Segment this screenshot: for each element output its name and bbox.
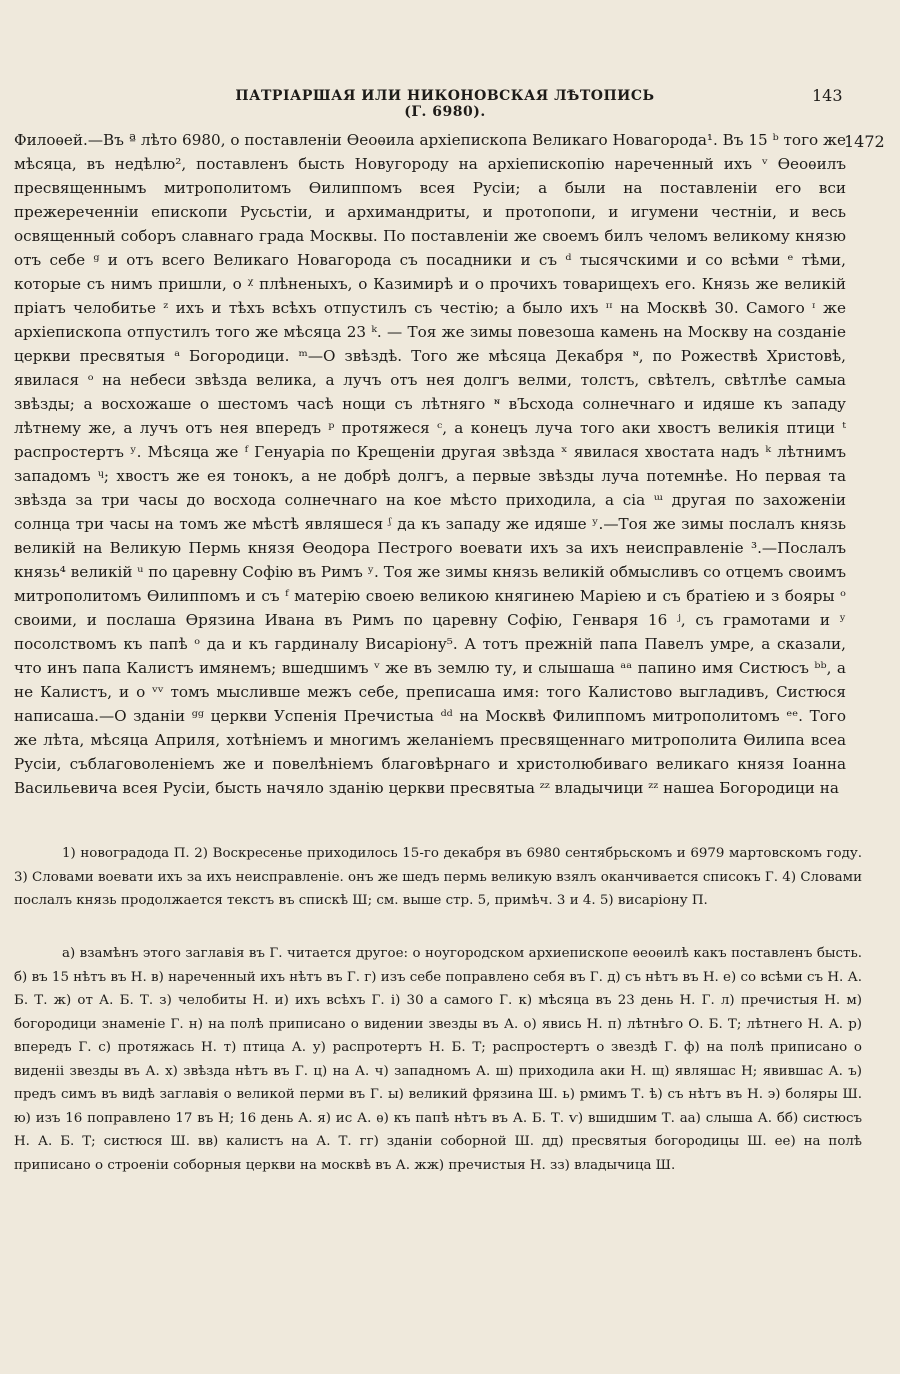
margin-year: 1472 — [844, 132, 885, 151]
main-paragraph: Филоѳей.—Въ ª лѣто 6980, о поставленіи Ѳеоѳила архіепископа Великаго Новагорода¹. Въ 15 ᵇ того же мѣсяца, въ недѣлю², поставленъ бысть Новугороду на архіепископію нареченный ихъ ᵛ Ѳеоѳилъ пресвященнымъ митрополитомъ Ѳилиппомъ всея Русіи; а были на поставленіи его вси прежереченнiи епископи Русьстіи, и архимандриты, и протопопи, и игумени честніи, и весь освященный соборъ славнагo града Москвы. По поставленіи же своемъ билъ челомъ великому князю отъ себе ᵍ и отъ всего Великаго Новагорода съ посадники и съ ᵈ тысячскими и со всѣми ᵉ тѣми, которые съ нимъ пришли, о ᵡ плѣненыхъ, о Казимирѣ и о прочихъ товарищехъ его. Князь же великій пріатъ челобитье ᶻ ихъ и тѣхъ всѣхъ отпустилъ съ честію; а было ихъ ᶦᶦ на Москвѣ 30. Самого ᶦ же архіепископа отпустилъ того же мѣсяца 23 ᵏ. — Тоя же зимы повезоша камень на Москву на созданіе церкви пресвятыя ᵃ Богородици. ᵐ—О звѣздѣ. Того же мѣсяца Декабря ᶰ, по Рожествѣ Христовѣ, явилася ᵒ на небеси звѣзда велика, а лучъ отъ нея долгъ велми, толстъ, свѣтелъ, свѣтлѣе самыа звѣзды; а восхожаше о шестомъ часѣ нощи съ лѣтняго ᶰ вЪсхода солнечнаго и идяше къ западу лѣтнему же, а лучъ отъ нея впередъ ᵖ протяжеся ᶜ, а конецъ луча того аки хвостъ великія птици ᵗ распростертъ ʸ. Мѣсяца же ᶠ Генуаріа по Крещеніи другая звѣзда ˣ явилася хвостата надъ ᵏ лѣтнимъ западомъ ᶣ; хвостъ же ея тонокъ, а не добрѣ долгъ, а первые звѣзды луча потемнѣе. Но первая та звѣзда за три часы до восхода солнечнаго на кое мѣсто приходила, а сіа ᵚ другая по захоженіи солнца три часы на томъ же мѣстѣ являшеся ᶴ да къ западу же идяше ʸ.—Тоя же зимы послалъ князь великій на Великую Пермь князя Ѳеодора Пестрого воевати ихъ за ихъ неисправленіе ³.—Послалъ князь⁴ великій ᵘ по царевну Софію въ Римъ ʸ. Тоя же зимы князь великій обмысливъ со отцемъ своимъ митрополитомъ Ѳилиппомъ и съ ᶠ матерію своею великою княгинею Маріею и съ братіею и з бояры ᵒ своими, и послаша Ѳрязина Ивана въ Римъ по царевну Софію, Генваря 16 ʲ, съ грамотами и ʸ посолствомъ къ папѣ ᵒ да и къ гардиналу Висаріону⁵. А тотъ прежній папа Павелъ умре, а сказали, что инъ папа Калистъ имянемъ; вшедшимъ ᵛ же въ землю ту, и слышаша ᵃᵃ папино имя Систюсъ ᵇᵇ, а не Калистъ, и о ᵛᵛ томъ мысливше межъ себе, преписаша имя: того Калистово выгладивъ, Систюся написаша.—О зданіи ᵍᵍ церкви Успенія Пречистыа ᵈᵈ на Москвѣ Филиппомъ митрополитомъ ᵉᵉ. Того же лѣта, мѣсяца Априля, хотѣніемъ и многимъ желаніемъ пресвященнаго митрополита Ѳилипа всеа Русіи, съблаговоленіемъ же и повелѣніемъ благовѣрнаго и христолюбиваго великаго князя Іоанна Васильевича всея Русіи, бысть начяло зданію церкви пресвятыа ᶻᶻ владычици ᶻᶻ нашеа Богородици на — [14, 131, 846, 797]
numbered-footnotes-text: 1) новоградода П. 2) Воскресенье приходилось 15-го декабря въ 6980 сентябрьскомъ и 6979 мартовскомъ году. 3) Словами воевати ихъ за ихъ неисправленіе. онъ же шедъ пермь великую взялъ оканчивается списокъ Г. 4) Словами послалъ князь продолжается текстъ въ спискѣ Ш; см. выше стр. 5, примѣч. 3 и 4. 5) висаріону П. — [14, 846, 862, 908]
chronicle-text — [14, 128, 846, 800]
running-header: ПАТРІАРШАЯ ИЛИ НИКОНОВСКАЯ ЛѢТОПИСЬ (Г. 6980). — [235, 88, 655, 120]
lettered-footnotes — [14, 942, 862, 1177]
page-number: 143 — [812, 86, 843, 105]
numbered-footnotes — [14, 842, 862, 913]
lettered-footnotes-text: а) взамѣнъ этого заглавія въ Г. читается другое: о ноугородском архиепископе ѳеоѳилѣ какъ поставленъ бысть. б) въ 15 нѣтъ въ Н. в) нареченный ихъ нѣтъ въ Г. г) изъ себе поправлено себя въ Г. д) съ нѣтъ въ Н. е) со всѣми съ Н. А. Б. Т. ж) от А. Б. Т. з) челобиты Н. и) ихъ всѣхъ Г. і) 30 а самого Г. к) мѣсяца въ 23 день Н. Г. л) пречистыя Н. м) богородици знаменіе Г. н) на полѣ приписано о видении звезды въ А. о) явись Н. п) лѣтнѣго О. Б. Т; лѣтнего Н. А. р) впередъ Г. с) протяжась Н. т) птица А. у) распротертъ Н. Б. Т; распростертъ о звездѣ Г. ф) на полѣ приписано о виденiі звезды въ А. х) звѣзда нѣтъ въ Г. ц) на А. ч) западномъ А. ш) приходила аки Н. щ) являшас Н; явившас А. ъ) предъ симъ въ видѣ заглавія о великой перми въ Г. ы) великий фрязина Ш. ь) рмимъ Т. ѣ) съ нѣтъ въ Н. э) боляры Ш. ю) изъ 16 поправлено 17 въ Н; 16 день А. я) ис А. ѳ) къ папѣ нѣтъ въ А. Б. Т. ѵ) вшидшим Т. аа) слыша А. бб) систюсъ Н. А. Б. Т; систюся Ш. вв) калистъ на А. Т. гг) зданіи соборной Ш. дд) пресвятыя богородицы Ш. ее) на полѣ приписано о строеніи соборныя церкви на москвѣ въ А. жж) пречистыя Н. зз) владычица Ш. — [14, 946, 862, 1173]
